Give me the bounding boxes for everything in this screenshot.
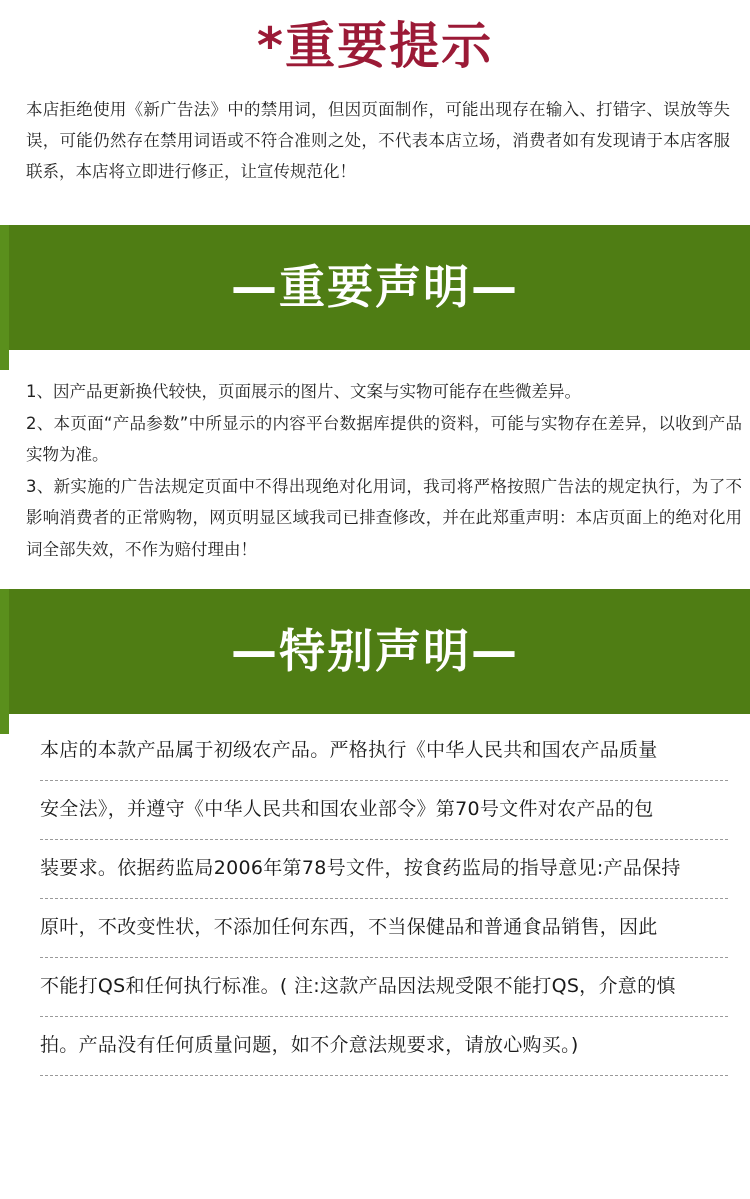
special-line: 拍。产品没有任何质量问题，如不介意法规要求，请放心购买。) [40, 1017, 728, 1076]
statement-item: 3、新实施的广告法规定页面中不得出现绝对化用词，我司将严格按照广告法的规定执行，为了不影响消费者的正常购物，网页明显区域我司已排查修改，并在此郑重声明：本店页面上的绝对化用词全部失效，不作为赔付理由！ [26, 476, 742, 559]
banner-accent-stripe-tail [0, 714, 9, 734]
statement-list [26, 376, 742, 565]
statement-item: 1、因产品更新换代较快，页面展示的图片、文案与实物可能存在些微差异。 [26, 382, 581, 401]
special-banner [0, 589, 750, 714]
special-line: 安全法》，并遵守《中华人民共和国农业部令》第70号文件对农产品的包 [40, 781, 728, 840]
special-line: 本店的本款产品属于初级农产品。严格执行《中华人民共和国农产品质量 [40, 722, 728, 781]
special-line: 原叶，不改变性状，不添加任何东西，不当保健品和普通食品销售，因此 [40, 899, 728, 958]
special-line: 不能打QS和任何执行标准。( 注:这款产品因法规受限不能打QS，介意的慎 [40, 958, 728, 1017]
statement-title: —重要声明— [231, 260, 519, 314]
notice-body: 本店拒绝使用《新广告法》中的禁用词，但因页面制作，可能出现存在输入、打错字、误放等失误，可能仍然存在禁用词语或不符合准则之处，不代表本店立场，消费者如有发现请于本店客服联系，本店将立即进行修正，让宣传规范化！ [26, 100, 730, 181]
statement-item: 2、本页面“产品参数”中所显示的内容平台数据库提供的资料，可能与实物存在差异，以收到产品实物为准。 [26, 413, 742, 464]
notice-title: *重要提示 [256, 17, 494, 75]
special-statement-lines [40, 722, 728, 1076]
banner-accent-stripe-tail [0, 350, 9, 370]
statement-banner [0, 225, 750, 350]
special-line: 装要求。依据药监局2006年第78号文件，按食药监局的指导意见:产品保持 [40, 840, 728, 899]
special-title: —特别声明— [231, 624, 519, 678]
